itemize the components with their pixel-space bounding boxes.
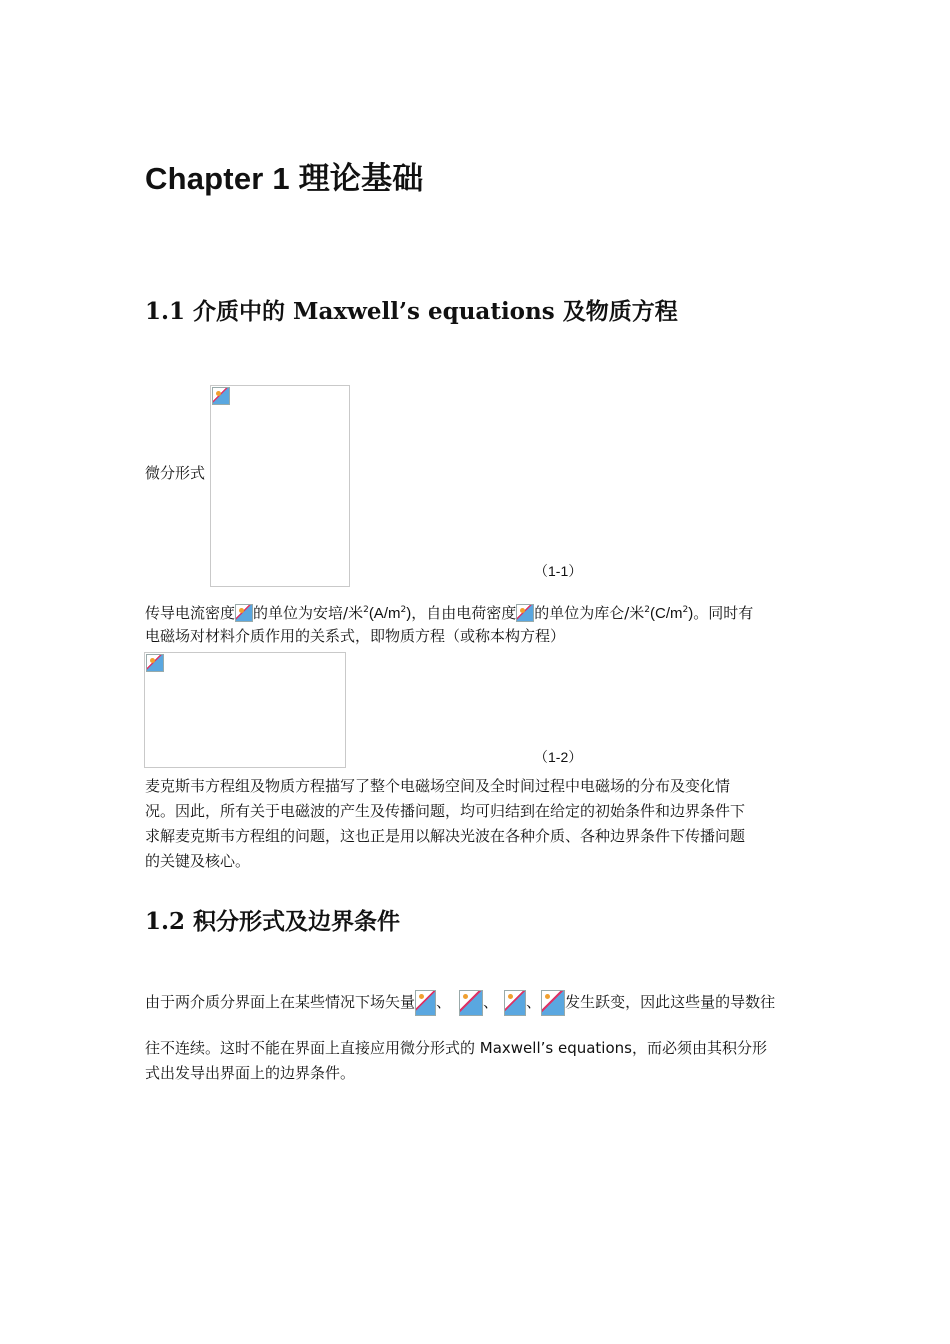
text: (C/m [650,605,683,622]
current-density-symbol-icon [235,604,253,622]
separator: 、 [526,993,542,1011]
paragraph-maxwell-summary-line-4: 的关键及核心。 [145,852,251,870]
section-1-1-heading: 1.1 介质中的 Maxwell’s equations 及物质方程 [145,298,678,325]
broken-image-icon [212,387,230,405]
equation-1-2-number: （1-2） [534,749,583,765]
paragraph-units-line-2: 电磁场对材料介质作用的关系式，即物质方程（或称本构方程） [145,627,566,645]
broken-image-icon [146,654,164,672]
field-vector-d-icon [459,990,483,1016]
chapter-title: Chapter 1 理论基础 [145,161,424,196]
text: )，自由电荷密度 [406,605,517,622]
paragraph-maxwell-summary-line-1: 麦克斯韦方程组及物质方程描写了整个电磁场空间及全时间过程中电磁场的分布及变化情 [145,777,731,795]
field-vector-h-icon [504,990,526,1016]
equation-1-1-image [210,385,350,587]
differential-form-label: 微分形式 [145,464,206,482]
text: 由于两介质分界面上在某些情况下场矢量 [145,993,416,1011]
charge-density-symbol-icon [516,604,534,622]
text: 的单位为安培/米 [253,604,364,622]
equation-1-1-number: （1-1） [534,563,583,579]
superscript: 2 [644,605,651,615]
separator: 、 [436,993,452,1011]
text: 的单位为库仑/米 [534,604,645,622]
field-vector-b-icon [541,990,565,1016]
superscript: 2 [400,605,407,615]
equation-1-2-image [144,652,346,768]
paragraph-boundary-line-3: 式出发导出界面上的边界条件。 [145,1064,356,1082]
section-1-2-heading: 1.2 积分形式及边界条件 [145,908,401,935]
superscript: 2 [363,605,369,615]
field-vector-e-icon [415,990,436,1016]
text: )。同时有 [688,605,754,622]
paragraph-boundary-line-1 [145,987,775,1017]
paragraph-maxwell-summary-line-2: 况。因此，所有关于电磁波的产生及传播问题，均可归结到在给定的初始条件和边界条件下 [145,802,746,820]
paragraph-boundary-line-2: 往不连续。这时不能在界面上直接应用微分形式的 Maxwell’s equations，而必须由其积分形 [145,1039,767,1057]
text: (A/m [368,605,401,622]
separator: 、 [483,993,499,1011]
superscript: 2 [682,605,689,615]
paragraph-maxwell-summary-line-3: 求解麦克斯韦方程组的问题，这也正是用以解决光波在各种介质、各种边界条件下传播问题 [145,827,746,845]
text: 传导电流密度 [145,604,236,622]
text: 发生跃变，因此这些量的导数往 [565,993,776,1011]
